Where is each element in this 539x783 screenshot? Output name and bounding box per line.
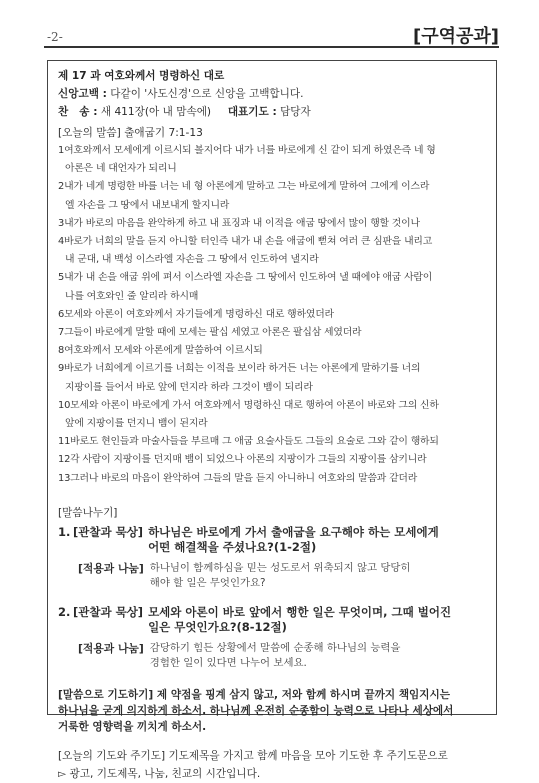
hymn-row <box>58 103 488 121</box>
application-line: 감당하기 힘든 상황에서 말씀에 순종해 하나님의 능력을 <box>149 641 401 654</box>
verse-line: 12각 사람이 지팡이를 던지매 뱀이 되었으나 아론의 지팡이가 그들의 지팡이를 삼키니라 <box>58 454 427 466</box>
creed-row <box>58 85 488 103</box>
application-line: 해야 할 일은 무엇인가요? <box>149 576 266 589</box>
question-line: 모세와 아론이 바로 앞에서 행한 일은 무엇이며, 그때 벌어진 <box>148 604 452 619</box>
verse-line: 10모세와 아론이 바로에게 가서 여호와께서 명령하신 대로 행하여 아론이 바로와 그의 신하 <box>58 399 439 411</box>
observation-tag: [관찰과 묵상] <box>73 524 144 539</box>
application-line: 하나님이 함께하심을 믿는 성도로서 위축되지 않고 당당히 <box>149 561 411 574</box>
hymn-text: 새 411장(아 내 맘속에) <box>100 106 212 118</box>
scripture-heading-row <box>58 124 488 142</box>
scripture-verses <box>58 142 488 488</box>
verse-line: 2내가 네게 명령한 바를 너는 네 형 아론에게 말하고 그는 바로에게 말하여 그에게 이스라 <box>58 181 430 193</box>
verse-line: 4바로가 너희의 말을 듣지 아니할 터인즉 내가 내 손을 애굽에 뻗쳐 여러 큰 심판을 내리고 <box>58 236 433 248</box>
application-row <box>78 641 488 671</box>
application-tag: [적용과 나눔] <box>78 561 144 575</box>
page-title: [구역공과] <box>412 26 499 47</box>
verse-line: 13그러나 바로의 마음이 완악하여 그들의 말을 듣지 아니하니 여호와의 말씀과 같더라 <box>58 472 418 484</box>
application-tag: [적용과 나눔] <box>78 641 144 655</box>
closing-prayer-line: [오늘의 기도와 주기도] 기도제목을 가지고 함께 마음을 모아 기도한 후 주기도문으로 <box>58 749 448 762</box>
sharing-heading: [말씀나누기] <box>58 506 118 519</box>
verse-line: 아론은 네 대언자가 되리니 <box>65 163 177 175</box>
observation-tag: [관찰과 묵상] <box>73 604 144 619</box>
lesson-title: 제 17 과 여호와께서 명령하신 대로 <box>58 70 225 82</box>
question-item <box>58 525 488 591</box>
creed-label: 신앙고백 : <box>58 88 107 100</box>
scripture-reference: 출애굽기 7:1-13 <box>124 127 203 139</box>
verse-line: 엘 자손을 그 땅에서 내보내게 할지니라 <box>65 199 230 211</box>
lesson-content <box>58 68 488 783</box>
verse-line: 5내가 내 손을 애굽 위에 펴서 이스라엘 자손을 그 땅에서 인도하여 낼 때에야 애굽 사람이 <box>58 272 433 284</box>
question-row <box>58 605 488 635</box>
question-text <box>148 605 451 635</box>
prayer-with-word <box>58 687 488 735</box>
creed-text: 다같이 '사도신경'으로 신앙을 고백합니다. <box>110 88 304 100</box>
prayer-line: [말씀으로 기도하기] 제 약점을 핑계 삼지 않고, 저와 함께 하시며 끝까지 책임지시는 <box>58 688 450 701</box>
scripture-heading: [오늘의 말씀] <box>58 127 121 139</box>
prayer-leader-text: 담당자 <box>280 106 311 118</box>
question-number: 1. <box>58 524 71 539</box>
verse-line: 8여호와께서 모세와 아론에게 말씀하여 이르시되 <box>58 345 263 357</box>
closing-announcements-line: ▻ 광고, 기도제목, 나눔, 친교의 시간입니다. <box>58 767 261 780</box>
prayer-line: 하나님을 굳게 의지하게 하소서. 하나님께 온전히 순종함이 능력으로 나타나 세상에서 <box>58 704 454 717</box>
question-item <box>58 605 488 671</box>
verse-line: 지팡이를 들어서 바로 앞에 던지라 하라 그것이 뱀이 되리라 <box>65 381 313 393</box>
page-number: -2- <box>47 30 63 44</box>
application-row <box>78 561 488 591</box>
hymn-label: 찬 송 : <box>58 106 98 118</box>
verse-line: 나를 여호와인 줄 알리라 하시매 <box>65 290 199 302</box>
question-row <box>58 525 488 555</box>
question-line: 일은 무엇인가요?(8-12절) <box>148 619 287 634</box>
verse-line: 11바로도 현인들과 마술사들을 부르매 그 애굽 요술사들도 그들의 요술로 그와 같이 행하되 <box>58 436 439 448</box>
verse-line: 3내가 바로의 마음을 완악하게 하고 내 표징과 내 이적을 애굽 땅에서 많이 행할 것이나 <box>58 217 420 229</box>
verse-line: 7그들이 바로에게 말할 때에 모세는 팔십 세였고 아론은 팔십삼 세였더라 <box>58 327 362 339</box>
question-line: 하나님은 바로에게 가서 출애굽을 요구해야 하는 모세에게 <box>148 524 439 539</box>
prayer-leader-label: 대표기도 : <box>227 106 277 118</box>
application-text <box>150 561 411 591</box>
question-text <box>148 525 439 555</box>
prayer-line: 거룩한 영향력을 끼치게 하소서. <box>58 720 207 733</box>
verse-line: 1여호와께서 모세에게 이르시되 볼지어다 내가 너를 바로에게 신 같이 되게 하였은즉 네 형 <box>58 145 436 156</box>
verse-line: 9바로가 너희에게 이르기를 너희는 이적을 보이라 하거든 너는 아론에게 말하기를 너의 <box>58 363 421 375</box>
application-text <box>150 641 401 671</box>
verse-line: 앞에 지팡이를 던지니 뱀이 된지라 <box>65 418 208 430</box>
verse-line: 6모세와 아론이 여호와께서 자기들에게 명령하신 대로 행하였더라 <box>58 308 334 320</box>
question-number: 2. <box>58 604 71 619</box>
verse-line: 내 군대, 내 백성 이스라엘 자손을 그 땅에서 인도하여 낼지라 <box>65 254 319 266</box>
header-divider <box>44 46 499 48</box>
questions-list <box>58 525 488 671</box>
application-line: 경험한 일이 있다면 나누어 보세요. <box>149 656 307 669</box>
question-line: 어떤 해결책을 주셨나요?(1-2절) <box>148 539 317 554</box>
closing-notes <box>58 747 488 783</box>
